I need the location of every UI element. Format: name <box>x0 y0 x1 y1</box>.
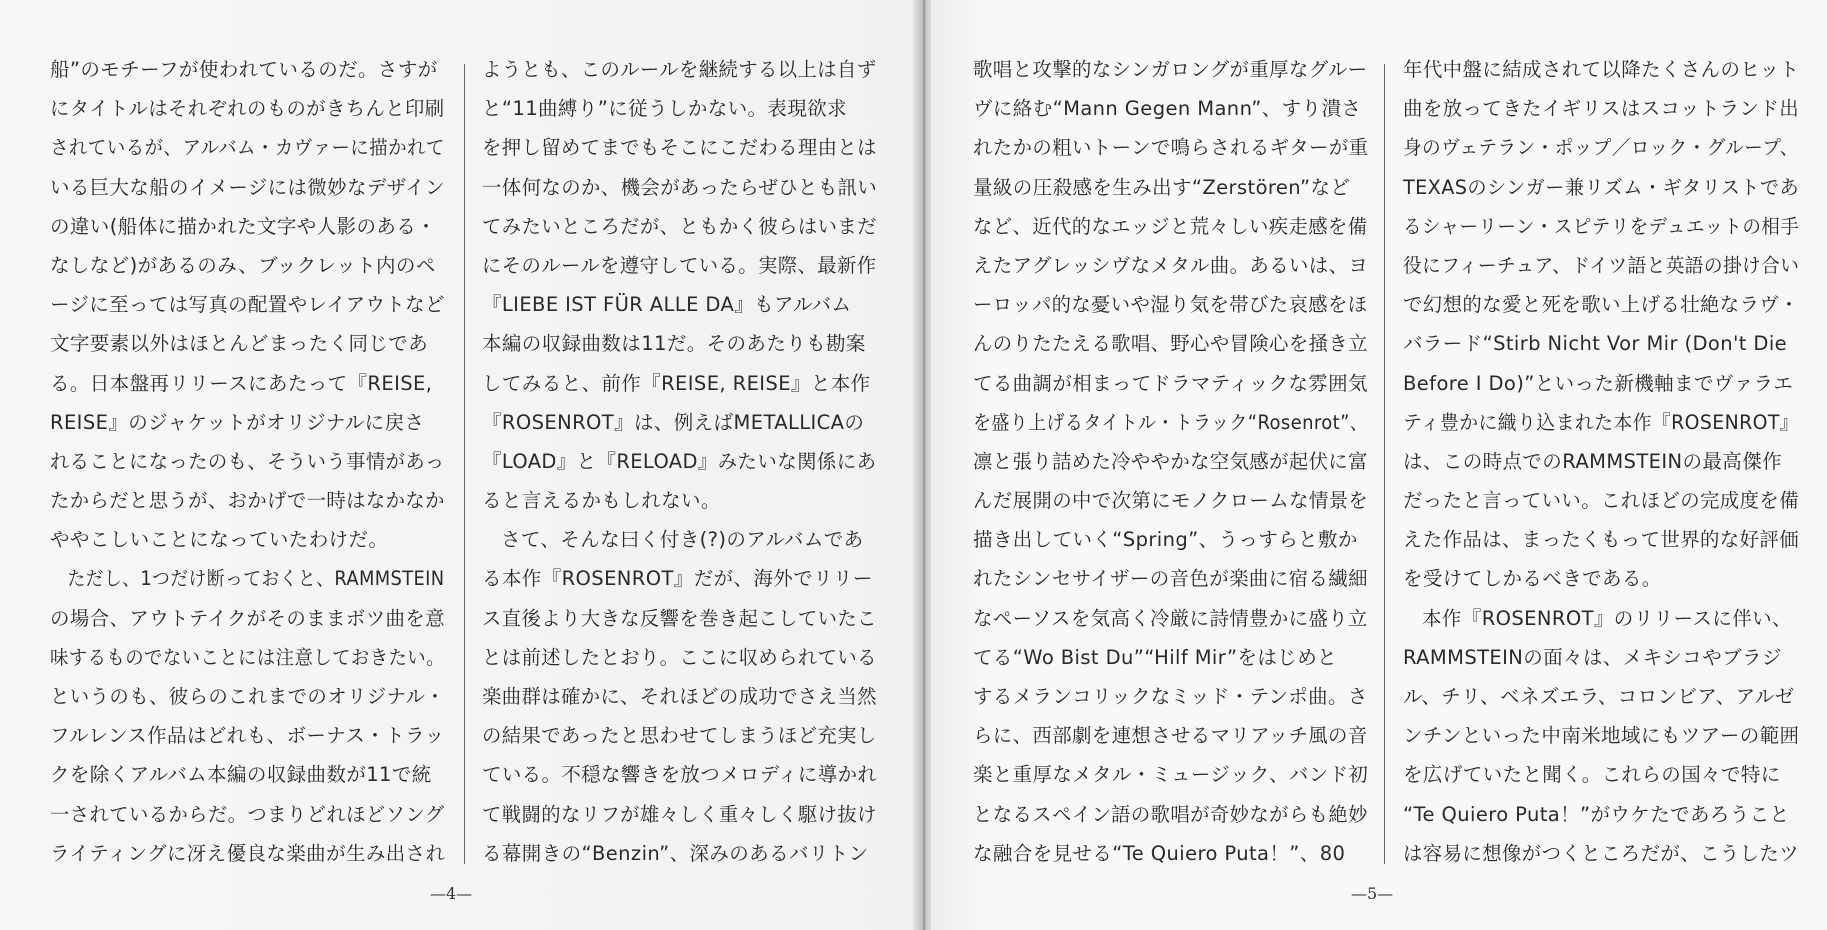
text-line: な融合を見せる“Te Quiero Puta！”、80 <box>973 841 1346 865</box>
text-line: 身のヴェテラン・ポップ／ロック・グループ、 <box>1403 136 1799 160</box>
text-line: 文字要素以外はほとんどまったく同じであ <box>50 332 429 356</box>
text-line: 船”のモチーフが使われているのだ。さすが <box>50 58 438 81</box>
text-line: ティ豊かに織り込まれた本作『ROSENROT』 <box>1403 410 1800 434</box>
text-line: を押し留めてまでもそこにこだわる理由とは <box>482 136 877 160</box>
text-line: の場合、アウトテイクがそのままボツ曲を意 <box>50 606 446 630</box>
text-line: してみると、前作『REISE, REISE』と本作 <box>482 371 871 395</box>
text-line: ると言えるかもしれない。 <box>482 489 721 513</box>
text-line: る幕開きの“Benzin”、深みのあるバリトン <box>482 841 869 865</box>
text-line: クを除くアルバム本編の収録曲数が11で統 <box>50 763 432 787</box>
text-line: の違い(船体に描かれた文字や人影のある・ <box>50 214 437 238</box>
text-line: ヴに絡む“Mann Gegen Mann”、すり潰さ <box>973 97 1362 121</box>
text-line: RAMMSTEINの面々は、メキシコやブラジ <box>1403 645 1782 669</box>
text-line: 本作『ROSENROT』のリリースに伴い、 <box>1422 606 1792 630</box>
page-number-left: —4— <box>430 884 473 903</box>
text-line: なしなど)があるのみ、ブックレット内のペ <box>50 253 436 277</box>
text-line: ーロッパ的な憂いや湿り気を帯びた哀感をほ <box>973 293 1368 317</box>
text-line: ル、チリ、ベネズエラ、コロンビア、アルゼ <box>1403 685 1795 708</box>
text-line: 凛と張り詰めた冷ややかな空気感が起伏に富 <box>973 449 1368 473</box>
text-line: ス直後より大きな反響を巻き起こしていたこ <box>482 606 877 630</box>
text-line: を盛り上げるタイトル・トラック“Rosenrot”、 <box>973 410 1369 434</box>
text-line: とは前述したとおり。ここに収められている <box>482 645 877 669</box>
page-number-right: —5— <box>1351 884 1394 903</box>
text-line: 一されているからだ。つまりどれほどソング <box>50 802 445 826</box>
text-line: は容易に想像がつくところだが、こうしたツ <box>1403 841 1800 865</box>
text-line: なペーソスを気高く冷厳に詩情豊かに盛り立 <box>973 606 1368 630</box>
text-line: するメランコリックなミッド・テンポ曲。さ <box>973 685 1368 708</box>
text-line: ややこしいことになっていたわけだ。 <box>50 528 389 552</box>
text-line: ンチンといった中南米地域にもツアーの範囲 <box>1403 724 1800 748</box>
text-line: 描き出していく“Spring”、うっすらと敷か <box>973 528 1358 552</box>
column-divider <box>464 64 465 864</box>
text-line: というのも、彼らのこれまでのオリジナル・ <box>50 685 446 708</box>
right-page-column-1 <box>973 50 1401 873</box>
text-line: Before I Do)”といった新機軸までヴァラエ <box>1403 371 1794 395</box>
text-line: フルレンス作品はどれも、ボーナス・トラッ <box>50 724 445 748</box>
right-page-column-2 <box>1403 50 1819 873</box>
left-page-column-2 <box>482 50 880 873</box>
text-line: 本編の収録曲数は11だ。そのあたりも勘案 <box>482 332 866 356</box>
right-page <box>931 0 1827 930</box>
text-line: となるスペイン語の歌唱が奇妙ながらも絶妙 <box>973 802 1368 826</box>
text-line: れることになったのも、そういう事情があっ <box>50 449 445 473</box>
text-line: ている。不穏な響きを放つメロディに導かれ <box>482 763 878 787</box>
text-line: 一体何なのか、機会があったらぜひとも訊い <box>482 175 878 199</box>
text-line: 『LOAD』と『RELOAD』みたいな関係にあ <box>482 449 877 473</box>
text-line: 曲を放ってきたイギリスはスコットランド出 <box>1403 97 1800 121</box>
column-divider <box>1384 64 1385 864</box>
left-page-column-1 <box>50 50 481 873</box>
text-line: TEXASのシンガー兼リズム・ギタリストであ <box>1403 175 1800 199</box>
text-line: 『LIEBE IST FÜR ALLE DA』もアルバム <box>482 293 852 317</box>
text-line: 歌唱と攻撃的なシンガロングが重厚なグルー <box>973 58 1368 81</box>
text-line: と“11曲縛り”に従うしかない。表現欲求 <box>482 97 848 121</box>
text-line: ライティングに冴え優良な楽曲が生み出され <box>50 841 446 865</box>
text-line: ージに至っては写真の配置やレイアウトなど <box>50 293 445 317</box>
text-line: を受けてしかるべきである。 <box>1403 567 1662 591</box>
text-line: らに、西部劇を連想させるマリアッチ風の音 <box>973 724 1368 748</box>
text-line: るシャーリーン・スピテリをデュエットの相手 <box>1403 214 1800 238</box>
text-line: たからだと思うが、おかげで一時はなかなか <box>50 489 445 513</box>
text-line: ただし、1つだけ断っておくと、RAMMSTEIN <box>67 567 445 591</box>
text-line: は、この時点でのRAMMSTEINの最高傑作 <box>1403 449 1782 473</box>
text-line: 楽と重厚なメタル・ミュージック、バンド初 <box>973 763 1369 787</box>
text-line: “Te Quiero Puta！”がウケたであろうこと <box>1403 802 1790 826</box>
text-line: REISE』のジャケットがオリジナルに戻さ <box>50 410 425 434</box>
text-line: 量級の圧殺感を生み出す“Zerstören”など <box>973 175 1351 199</box>
text-line: んだ展開の中で次第にモノクロームな情景を <box>973 489 1369 513</box>
text-line: て戦闘的なリフが雄々しく重々しく駆け抜け <box>482 802 877 826</box>
text-line: にそのルールを遵守している。実際、最新作 <box>482 253 877 277</box>
text-line: 年代中盤に結成されて以降たくさんのヒット <box>1403 58 1800 81</box>
text-line: てる曲調が相まってドラマティックな雰囲気 <box>973 371 1368 395</box>
text-line: 味するものでないことには注意しておきたい。 <box>50 645 445 669</box>
text-line: 楽曲群は確かに、それほどの成功でさえ当然 <box>482 685 877 708</box>
text-line: れたシンセサイザーの音色が楽曲に宿る繊細 <box>973 567 1368 591</box>
text-line: んのりたたえる歌唱、野心や冒険心を掻き立 <box>973 332 1368 356</box>
text-line: されているが、アルバム・カヴァーに描かれて <box>50 136 445 160</box>
text-line: てみたいところだが、ともかく彼らはいまだ <box>482 214 877 238</box>
text-line: を広げていたと聞く。これらの国々で特に <box>1403 763 1781 787</box>
text-line: バラード“Stirb Nicht Vor Mir (Don't Die <box>1403 332 1788 356</box>
text-line: さて、そんな曰く付き(?)のアルバムであ <box>501 528 864 552</box>
text-line: の結果であったと思わせてしまうほど充実し <box>482 724 877 748</box>
text-line: にタイトルはそれぞれのものがきちんと印刷 <box>50 97 445 121</box>
text-line: だったと言っていい。これほどの完成度を備 <box>1403 489 1800 513</box>
text-line: など、近代的なエッジと荒々しい疾走感を備 <box>973 214 1368 238</box>
text-line: 役にフィーチュア、ドイツ語と英語の掛け合い <box>1403 253 1800 277</box>
text-line: で幻想的な愛と死を歌い上げる壮絶なラヴ・ <box>1403 293 1800 317</box>
text-line: れたかの粗いトーンで鳴らされるギターが重 <box>973 136 1369 160</box>
text-line: ようとも、このルールを継続する以上は自ず <box>482 58 877 81</box>
text-line: えたアグレッシヴなメタル曲。あるいは、ヨ <box>973 253 1369 277</box>
text-line: てる“Wo Bist Du”“Hilf Mir”をはじめと <box>973 645 1337 669</box>
text-line: 『ROSENROT』は、例えばMETALLICAの <box>482 410 865 434</box>
text-line: えた作品は、まったくもって世界的な好評価 <box>1403 528 1800 552</box>
text-line: る本作『ROSENROT』だが、海外でリリー <box>482 567 873 591</box>
text-line: いる巨大な船のイメージには微妙なデザイン <box>50 175 445 199</box>
text-line: る。日本盤再リリースにあたって『REISE, <box>50 371 433 395</box>
